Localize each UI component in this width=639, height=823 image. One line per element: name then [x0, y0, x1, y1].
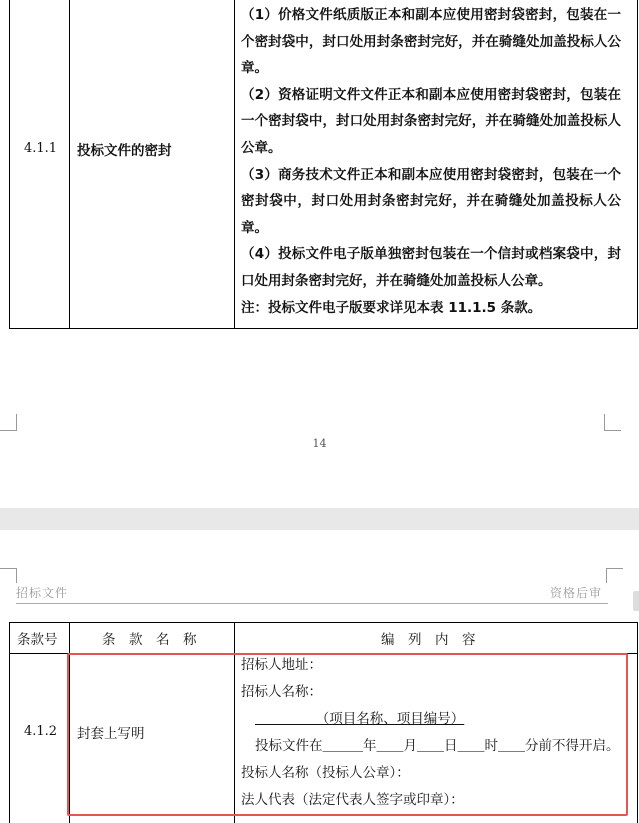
header-cell-content: 编 列 内 容	[381, 632, 476, 648]
header-cell-clause-name: 条 款 名 称	[102, 632, 197, 648]
content-line: （项目名称、项目编号）	[255, 711, 465, 727]
content-line: 法人代表（法定代表人签字或印章）：	[241, 792, 464, 808]
content-note: 注：投标文件电子版要求详见本表 11.1.5 条款。	[241, 299, 542, 316]
content-line: 招标人地址：	[241, 657, 322, 673]
clause-number: 4.1.2	[24, 724, 58, 739]
header-cell-clause-number: 条款号	[17, 632, 58, 648]
content-line: 投标人名称（投标人公章）：	[241, 765, 410, 781]
header-left: 招标文件	[16, 586, 69, 600]
crop-mark	[606, 568, 623, 583]
content-line: 招标人名称：	[241, 684, 322, 700]
clause-number: 4.1.1	[24, 141, 58, 156]
page-number: 14	[312, 437, 327, 450]
content-paragraph: （3）商务技术文件正本和副本应使用密封袋密封，包装在一个密封袋中，封口处用封条密封完好，并在骑缝处加盖投标人公章。	[241, 166, 621, 236]
column-divider	[234, 0, 235, 328]
side-scroll-tab[interactable]	[633, 591, 639, 611]
page-gap	[0, 508, 639, 530]
highlight-box	[67, 653, 628, 816]
clause-name: 封套上写明	[77, 726, 145, 742]
crop-mark	[604, 414, 621, 431]
crop-mark	[0, 414, 17, 431]
content-paragraph: （2）资格证明文件文件正本和副本应使用密封袋密封，包装在一个密封袋中，封口处用封条密封完好，并在骑缝处加盖投标人公章。	[241, 86, 621, 156]
clause-name: 投标文件的密封	[77, 143, 172, 159]
header-rule	[16, 603, 608, 604]
header-right: 资格后审	[550, 586, 603, 600]
content-line: 投标文件在＿＿＿年＿＿月＿＿日＿＿时＿＿分前不得开启。	[255, 738, 620, 754]
column-divider	[69, 0, 70, 328]
crop-mark	[0, 568, 17, 583]
clause-content	[241, 2, 621, 321]
content-paragraph: （1）价格文件纸质版正本和副本应使用密封袋密封，包装在一个密封袋中，封口处用封条密封完好，并在骑缝处加盖投标人公章。	[241, 7, 621, 77]
content-paragraph: （4）投标文件电子版单独密封包装在一个信封或档案袋中，封口处用封条密封完好，并在骑缝处加盖投标人公章。	[241, 246, 621, 289]
